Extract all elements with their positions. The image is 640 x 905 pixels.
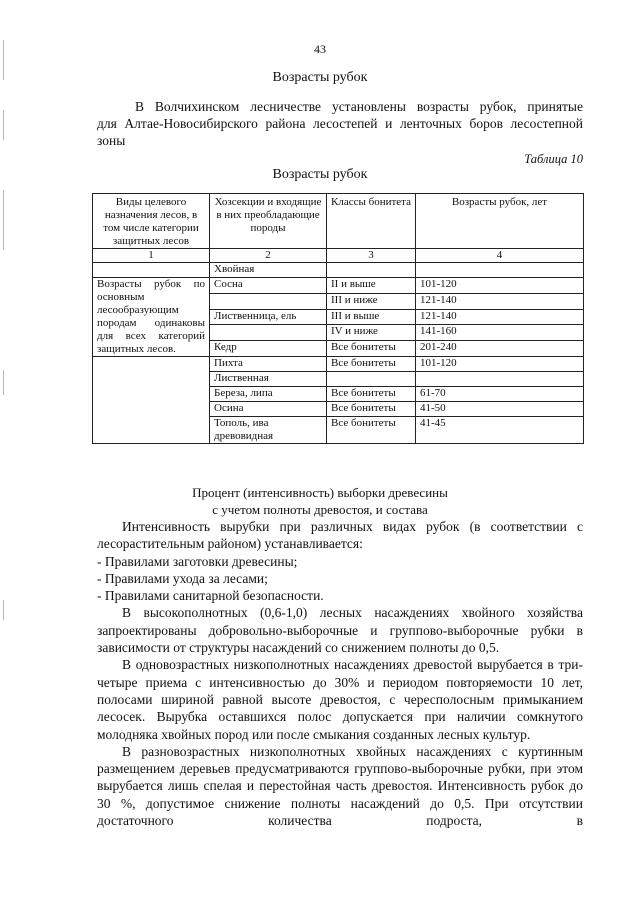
section-title-line-2: с учетом полноты древостоя, и состава [212,502,428,517]
header-purpose: Виды целевого назначения лесов, в том числе категории защитных лесов [93,194,210,249]
header-bonitet: Классы бонитета [327,194,416,249]
age-cell: 41-50 [416,402,584,417]
species-cell: Пихта [210,357,327,372]
group-deciduous: Лиственная [210,372,327,387]
category-text: Возрасты рубок по основным лесообразующим породам одинаковы для всех категорий защитных лесов. [93,278,210,357]
age-cell: 101-120 [416,278,584,294]
species-cell: Осина [210,402,327,417]
header-sections: Хозсекции и входящие в них преобладающие породы [210,194,327,249]
intro-line-2: для Алтае-Новосибирского района лесостепей и ленточных боров лесостепной зоны [97,116,583,148]
bonitet-cell: Все бонитеты [327,402,416,417]
scan-margin-marks [3,40,9,840]
group-conifer: Хвойная [210,263,327,278]
table-header-row [93,194,584,249]
table-caption: Таблица 10 [524,152,583,166]
column-number-row [93,249,584,263]
table-title: Возрасты рубок [272,167,368,182]
age-cell: 101-120 [416,357,584,372]
section-title [0,484,640,518]
table-row [93,357,584,372]
list-item: - Правилами заготовки древесины; [97,553,298,569]
column-number: 3 [327,249,416,263]
age-cell: 121-140 [416,293,584,309]
column-number: 2 [210,249,327,263]
table-row [93,263,584,278]
species-cell: Лиственница, ель [210,309,327,325]
bonitet-cell: IV и ниже [327,325,416,341]
age-cell: 61-70 [416,387,584,402]
harvest-age-table [92,193,584,444]
species-cell: Тополь, ива древовидная [210,417,327,444]
age-cell: 41-45 [416,417,584,444]
intro-paragraph [97,98,583,149]
body-text [97,518,583,829]
intro-line-1: В Волчихинском лесничестве установлены возрасты рубок, принятые [135,99,583,114]
bonitet-cell: III и выше [327,309,416,325]
page-title: Возрасты рубок [272,70,368,85]
bonitet-cell: Все бонитеты [327,357,416,372]
list-item: - Правилами ухода за лесами; [97,570,268,586]
section-title-line-1: Процент (интенсивность) выборки древесины [192,485,448,500]
table-row [93,278,584,294]
species-cell: Береза, липа [210,387,327,402]
age-cell: 141-160 [416,325,584,341]
age-cell: 121-140 [416,309,584,325]
paragraph-uneven-aged: В разновозрастных низкополнотных хвойных насаждениях с куртинным размещением деревьев предусматриваются группово-выборочные рубки, при этом вырубается лишь спелая и перестойная часть древостоя. Интенсивность рубок до 30 %, допустимое снижение полноты насаждений до 0,5. При отсутствии достаточного количества подроста, в [97,743,583,829]
page-number: 43 [314,42,326,56]
age-cell: 201-240 [416,341,584,357]
bonitet-cell: Все бонитеты [327,341,416,357]
header-age: Возрасты рубок, лет [416,194,584,249]
column-number: 1 [93,249,210,263]
column-number: 4 [416,249,584,263]
list-item: - Правилами санитарной безопасности. [97,588,324,604]
species-cell: Кедр [210,341,327,357]
bonitet-cell: Все бонитеты [327,417,416,444]
paragraph-high-density: В высокополнотных (0,6-1,0) лесных насаждениях хвойного хозяйства запроектированы добровольно-выборочные и группово-выборочные рубки в зависимости от структуры насаждений со снижением полноты до 0,5. [97,605,583,656]
bonitet-cell: Все бонитеты [327,387,416,402]
paragraph-even-aged: В одновозрастных низкополнотных насаждениях древостой вырубается в три-четыре приема с интенсивностью до 30% и периодом повторяемости 10 лет, полосами шириной равной высоте древостоя, с чересполосным примыканием лесосек. Вырубка оставшихся полос допускается при наличии сомкнутого молодняка хвойных пород или после смыкания созданных лесных культур. [97,657,583,742]
bonitet-cell: II и выше [327,278,416,294]
bonitet-cell: III и ниже [327,293,416,309]
paragraph-intensity: Интенсивность вырубки при различных видах рубок (в соответствии с лесорастительным районом) устанавливается: [97,519,583,552]
species-cell: Сосна [210,278,327,294]
